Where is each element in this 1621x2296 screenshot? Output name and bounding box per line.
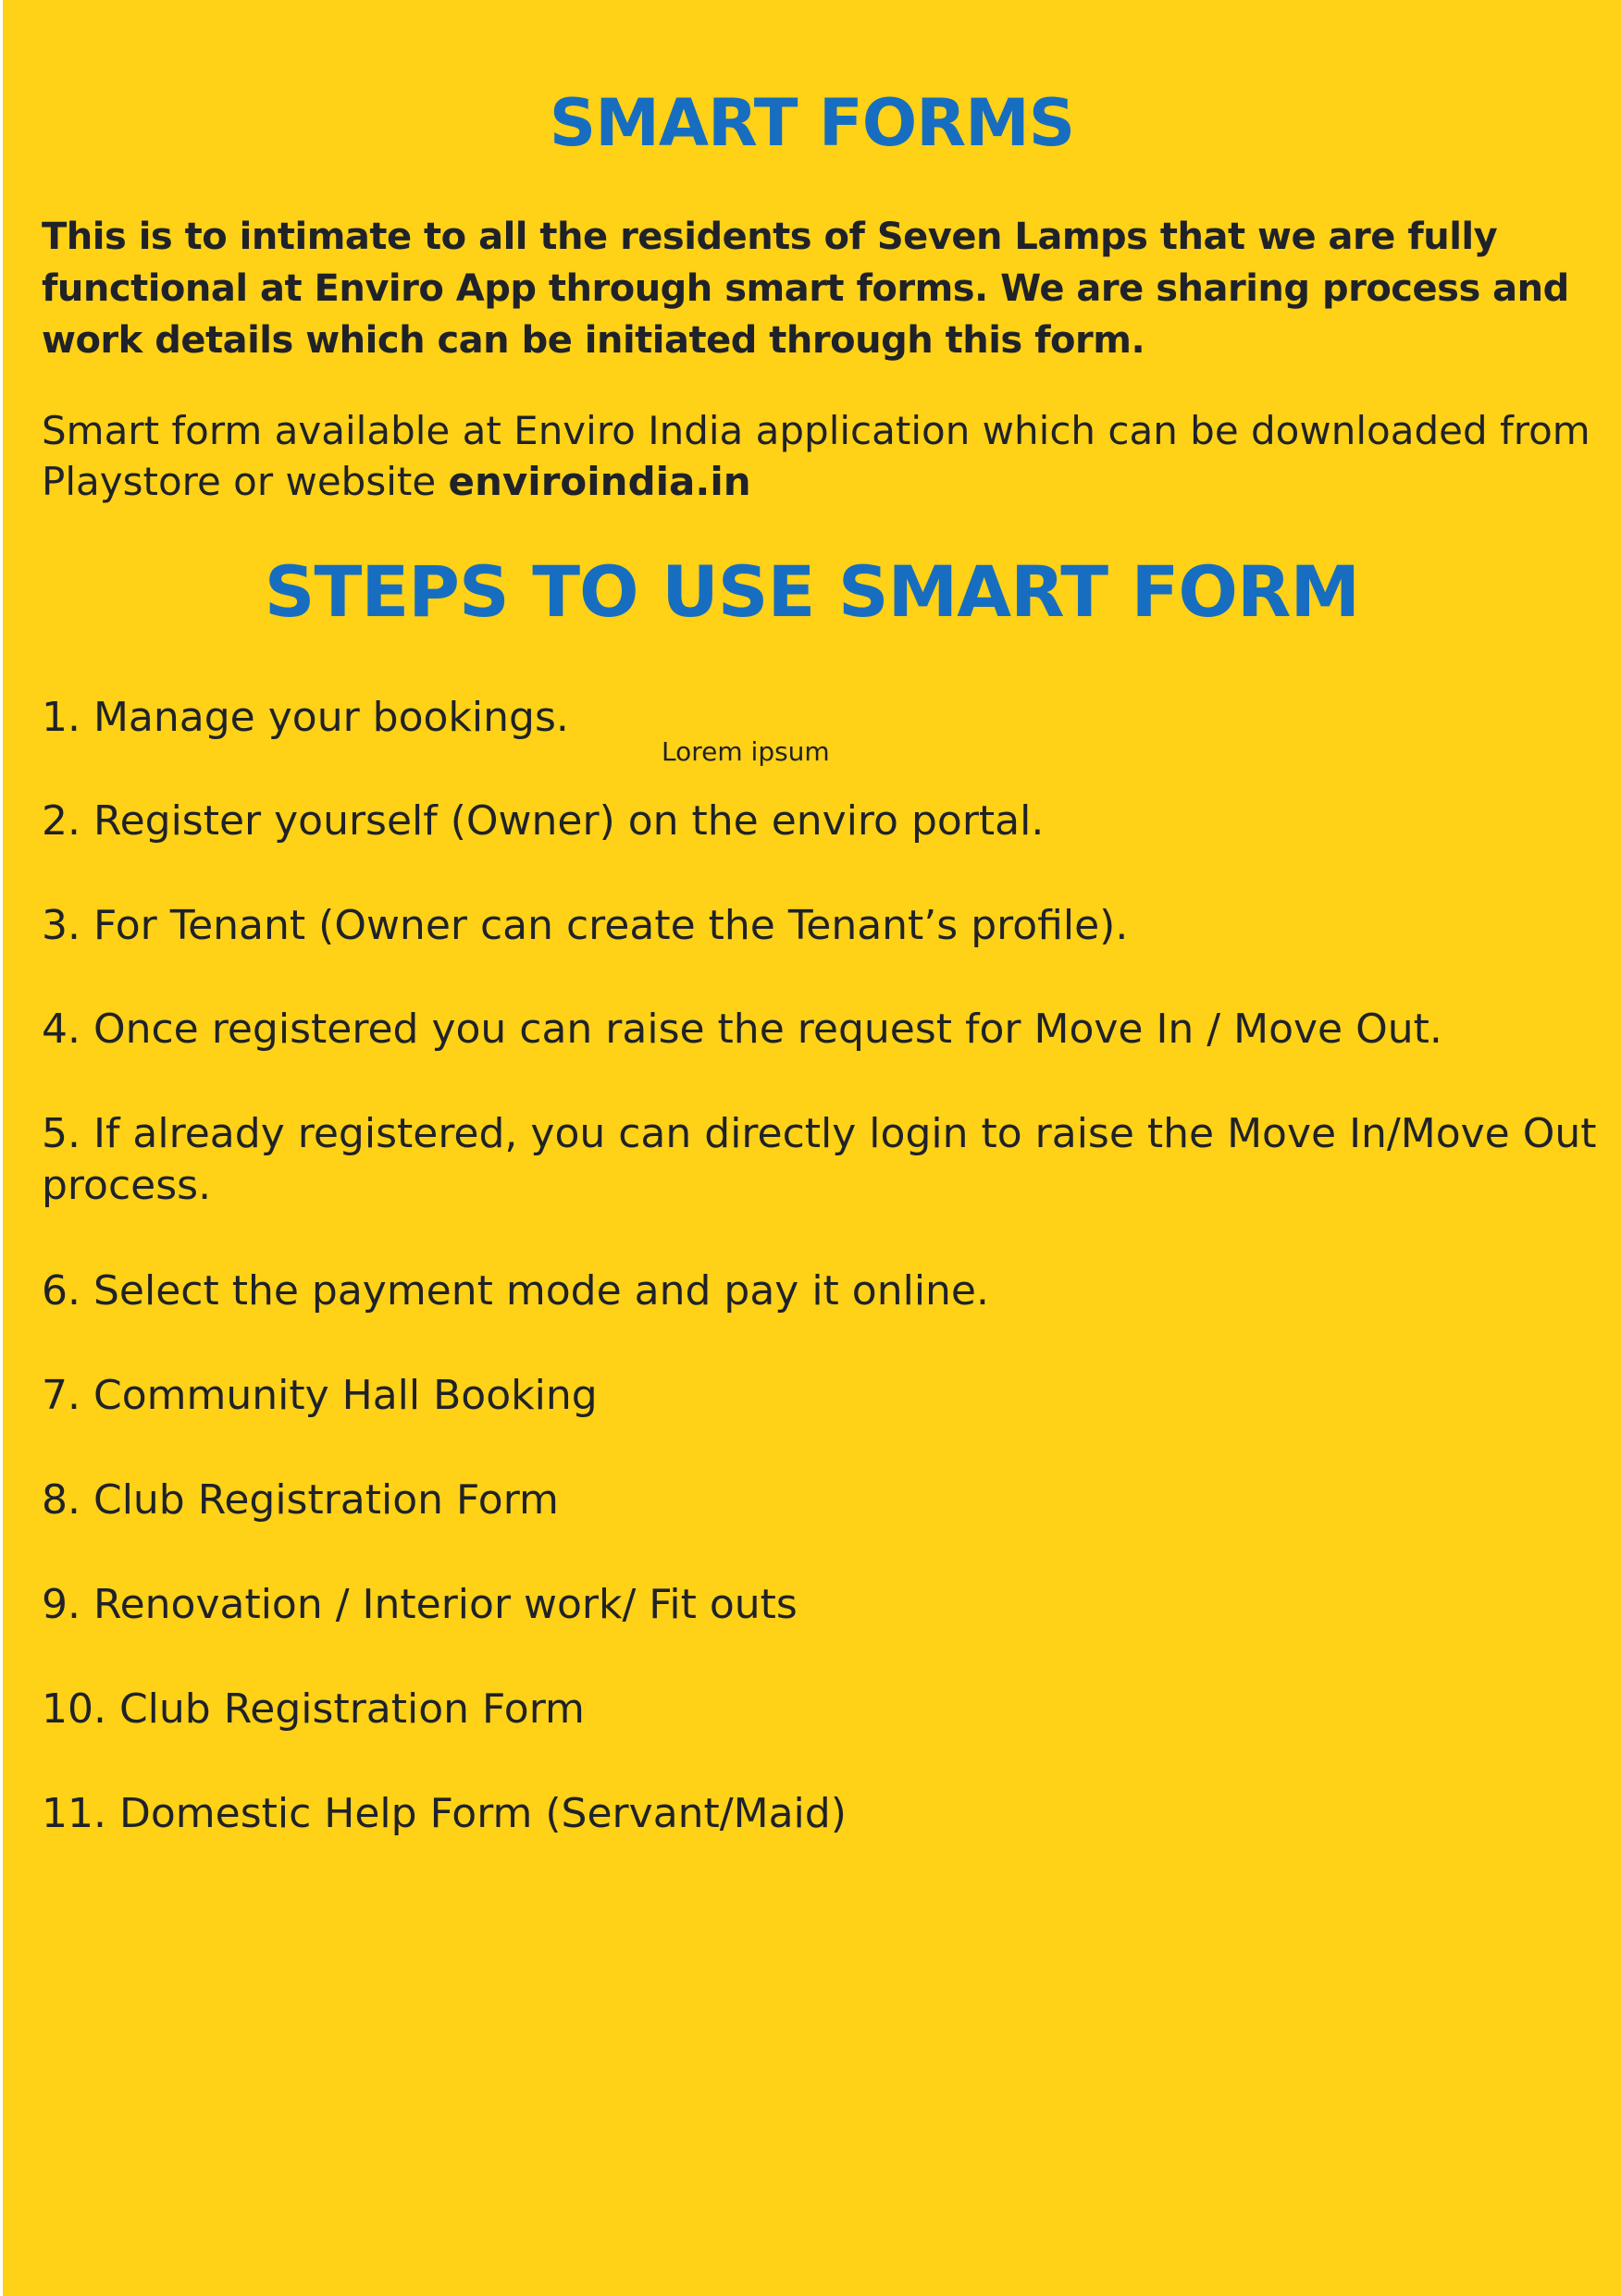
step-item-5: 5. If already registered, you can directly login to raise the Move In/Move Out process. (42, 1110, 1597, 1209)
step-item-9: 9. Renovation / Interior work/ Fit outs (42, 1581, 798, 1628)
step-item-4: 4. Once registered you can raise the request for Move In / Move Out. (42, 1006, 1442, 1053)
step-item-8: 8. Club Registration Form (42, 1476, 559, 1524)
step-item-3: 3. For Tenant (Owner can create the Tenant’s profile). (42, 902, 1129, 949)
intro-paragraph: This is to intimate to all the residents of Seven Lamps that we are fully functional at Enviro App through smart forms. We are sharing process and work details which can be initiated through this form. (42, 216, 1569, 362)
availability-paragraph (42, 405, 1605, 507)
steps-heading: STEPS TO USE SMART FORM (264, 550, 1360, 633)
lorem-annotation: Lorem ipsum (662, 736, 830, 767)
step-item-6: 6. Select the payment mode and pay it online. (42, 1267, 989, 1315)
website-link[interactable]: enviroindia.in (448, 459, 751, 504)
page-title: SMART FORMS (549, 85, 1075, 161)
step-item-2: 2. Register yourself (Owner) on the enviro portal. (42, 797, 1045, 845)
step-item-1: 1. Manage your bookings. (42, 694, 569, 741)
step-item-11: 11. Domestic Help Form (Servant/Maid) (42, 1790, 847, 1837)
smart-forms-poster (3, 0, 1621, 2296)
step-item-10: 10. Club Registration Form (42, 1685, 585, 1733)
step-item-7: 7. Community Hall Booking (42, 1372, 598, 1419)
availability-text: Smart form available at Enviro India application which can be downloaded from Playstore or website (42, 408, 1590, 504)
